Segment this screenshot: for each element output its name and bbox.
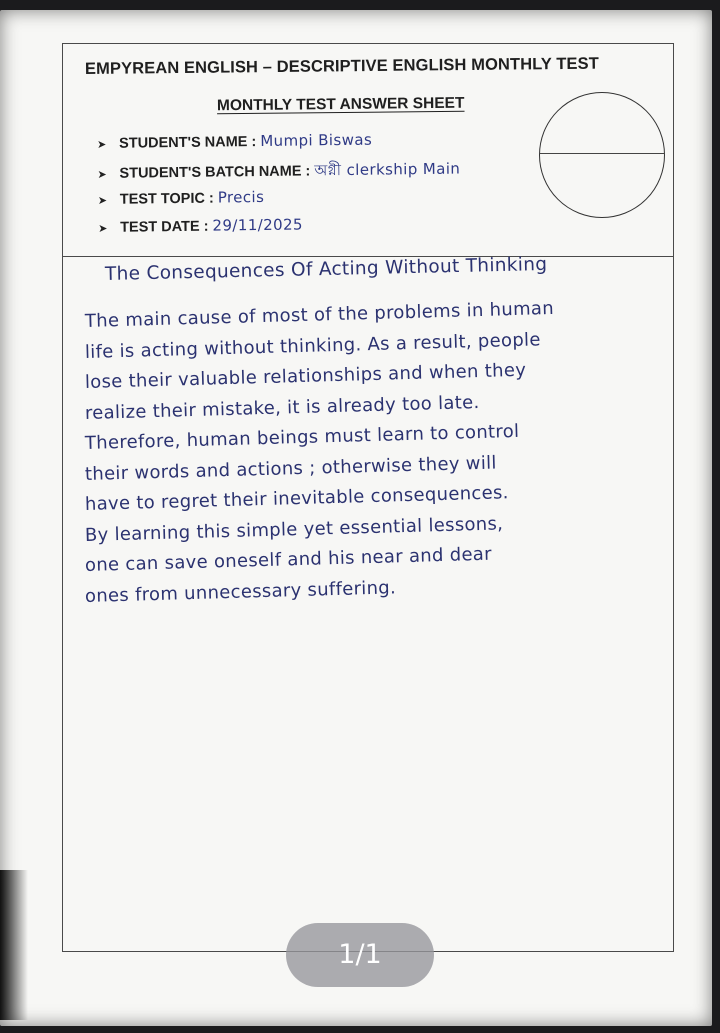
essay-line: their words and actions ; otherwise they will: [84, 452, 497, 485]
essay-line: ones from unnecessary suffering.: [84, 576, 397, 607]
arrowhead-bullet-icon: ➤: [98, 222, 108, 235]
field-value: অগ্নী clerkship Main: [314, 159, 461, 180]
essay-line: realize their mistake, it is already too late.: [84, 391, 480, 424]
answer-sheet-photo: [0, 10, 712, 1026]
marks-circle: [539, 92, 665, 218]
arrowhead-bullet-icon: ➤: [97, 194, 108, 207]
essay-line: lose their valuable relationships and when they: [84, 359, 527, 393]
field-label: STUDENT'S BATCH NAME :: [119, 163, 311, 182]
field-label: TEST TOPIC :: [119, 190, 214, 208]
essay-line: one can save oneself and his near and dear: [84, 543, 493, 576]
photo-edge-shadow: [0, 870, 28, 1020]
arrowhead-bullet-icon: ➤: [97, 138, 107, 151]
essay-line: life is acting without thinking. As a result, people: [84, 328, 541, 363]
page-indicator: 1/1: [286, 923, 434, 987]
field-label: TEST DATE :: [120, 218, 209, 236]
sheet-header: [63, 44, 673, 257]
sheet-title: MONTHLY TEST ANSWER SHEET: [216, 94, 465, 115]
essay-body: [84, 253, 665, 612]
field-value: Mumpi Biswas: [260, 130, 373, 151]
student-fields: [97, 130, 461, 246]
field-value: 29/11/2025: [212, 215, 304, 235]
field-value: Precis: [217, 187, 265, 207]
org-title: EMPYREAN ENGLISH – DESCRIPTIVE ENGLISH MONTHLY TEST: [84, 54, 599, 78]
arrowhead-bullet-icon: ➤: [97, 168, 107, 181]
essay-line: By learning this simple yet essential lessons,: [84, 512, 504, 546]
essay-line: Therefore, human beings must learn to control: [84, 420, 520, 454]
field-label: STUDENT'S NAME :: [119, 134, 257, 152]
field-test-date: [98, 214, 461, 246]
field-batch-name: [97, 158, 460, 190]
marks-divider: [540, 153, 664, 154]
essay-line: The main cause of most of the problems in human: [84, 297, 555, 332]
essay-title: The Consequences Of Acting Without Thinking: [104, 253, 548, 285]
essay-line: have to regret their inevitable consequences.: [84, 482, 509, 515]
answer-sheet: [62, 43, 674, 952]
field-student-name: [97, 130, 460, 162]
field-test-topic: [98, 186, 461, 218]
